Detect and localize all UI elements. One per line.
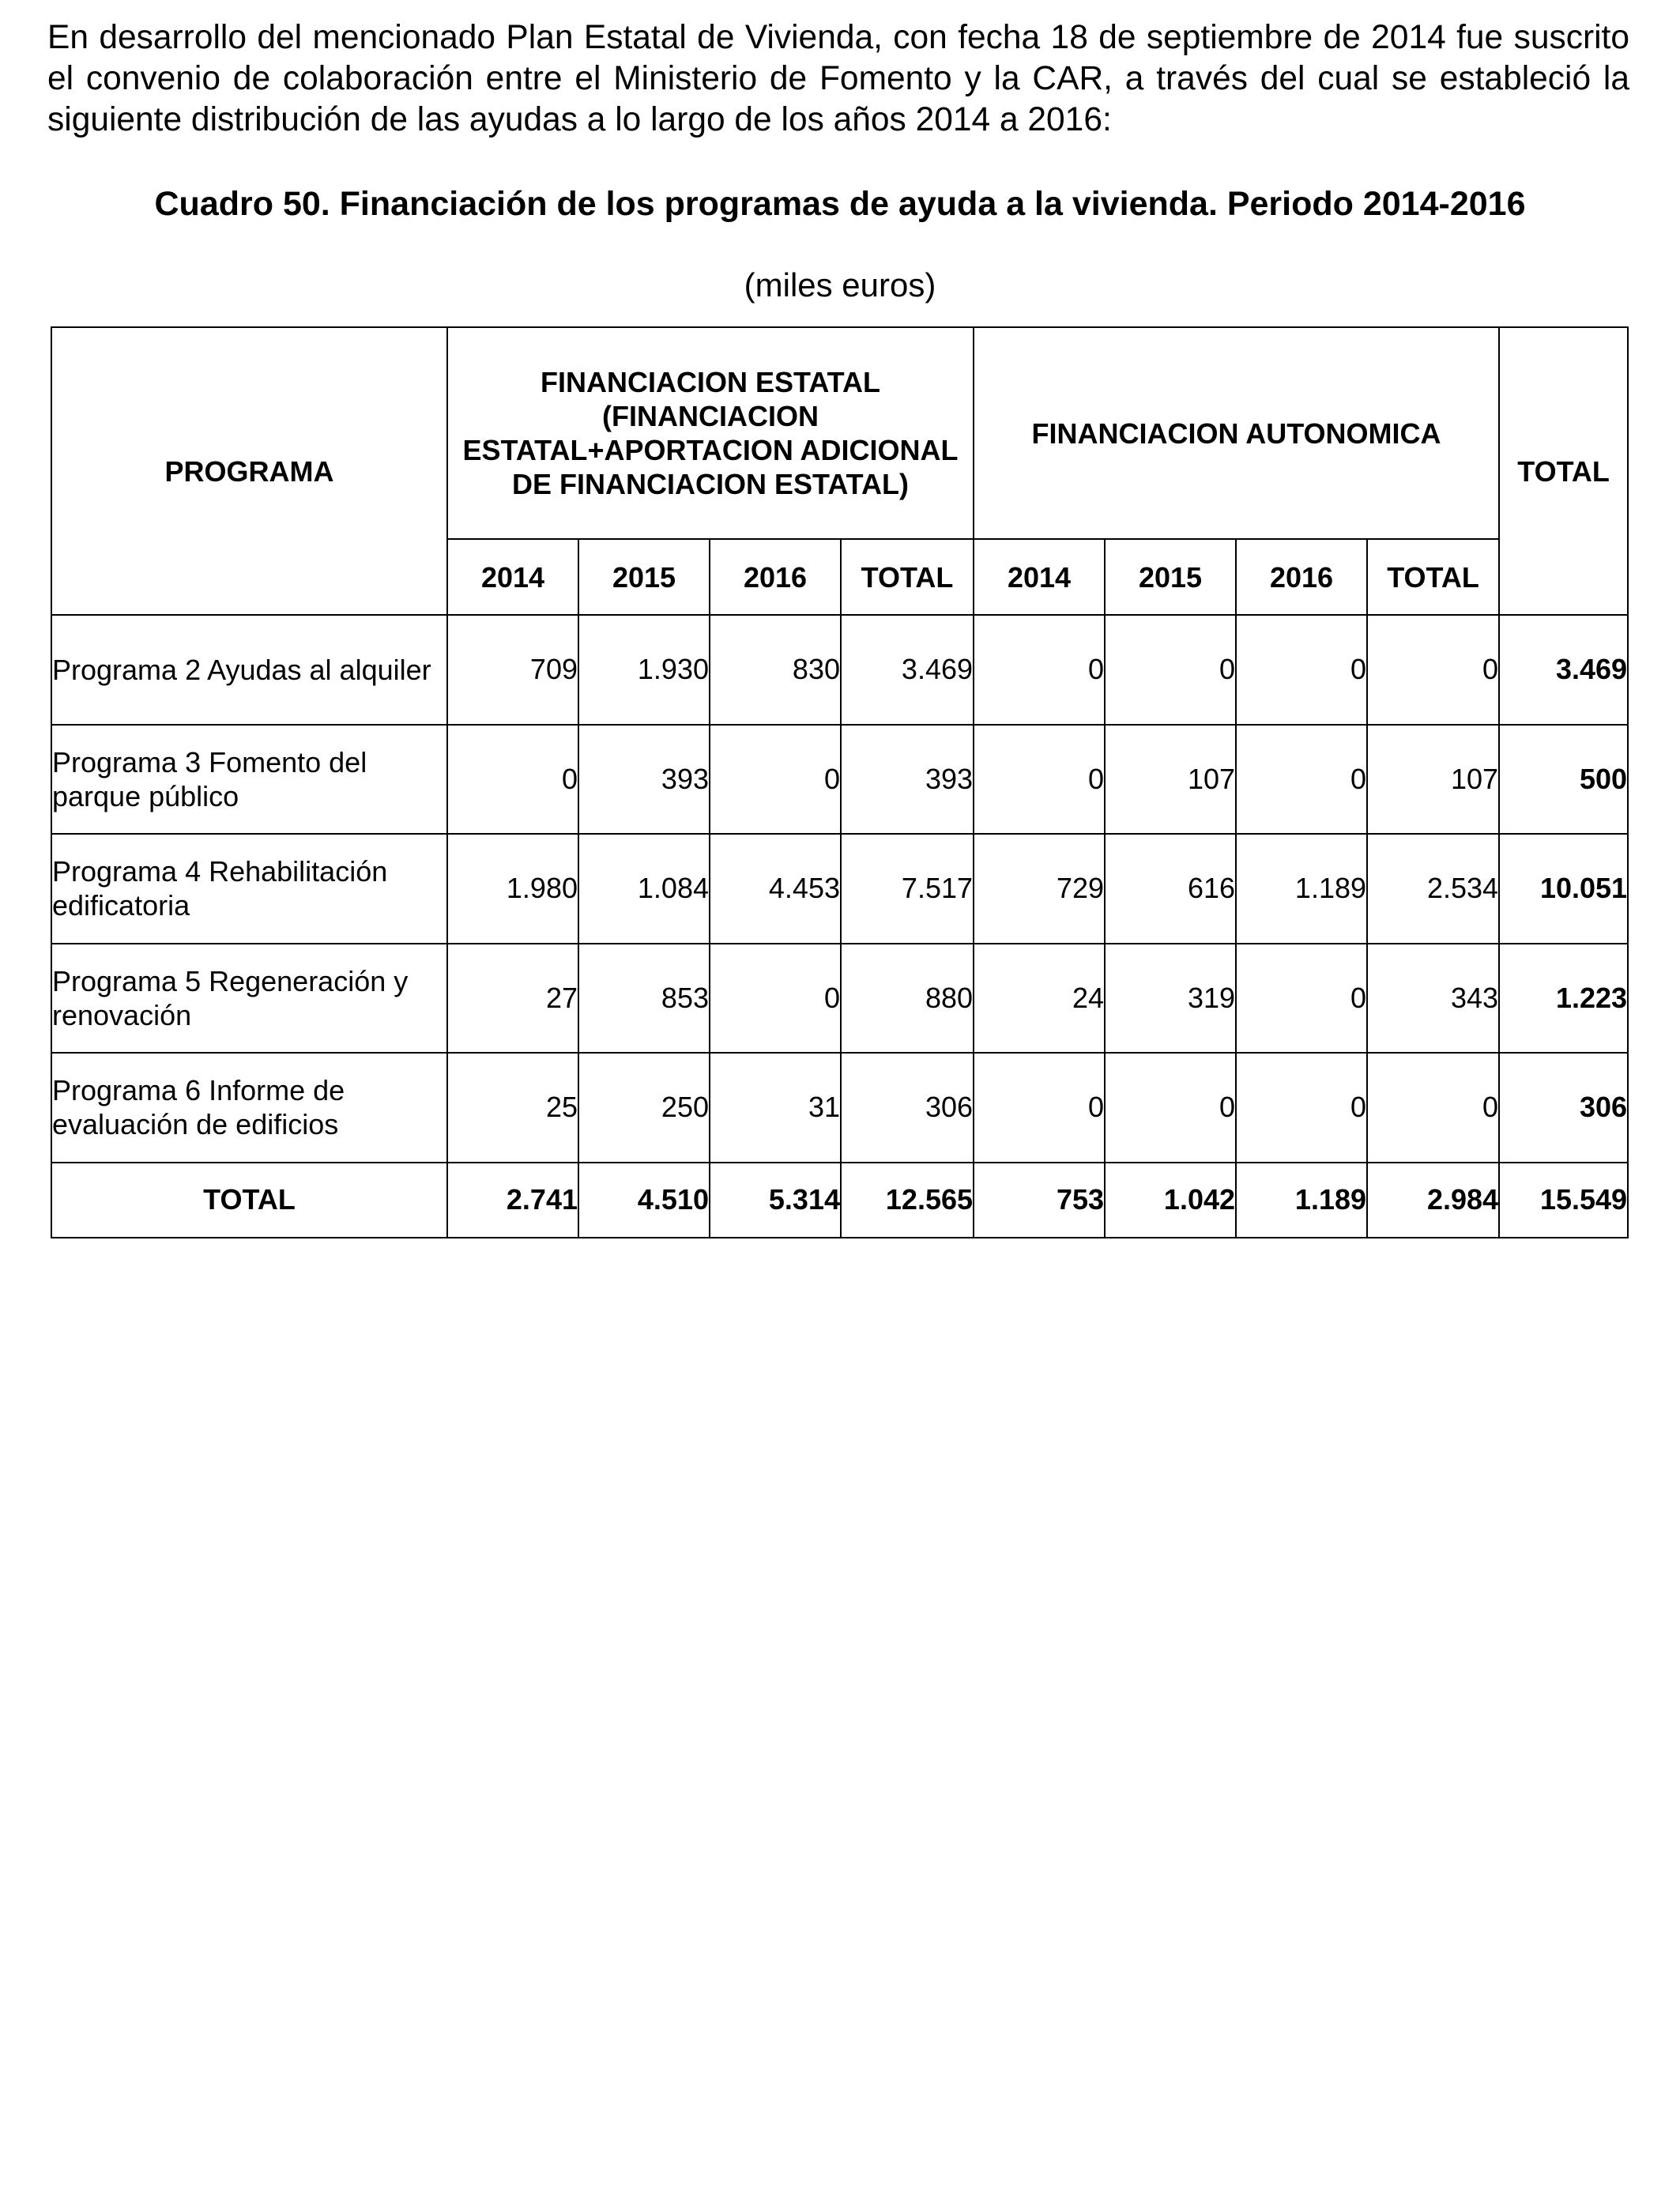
- cell-estatal-total: 393: [841, 725, 974, 835]
- cell-estatal-2015: 1.930: [578, 615, 710, 725]
- table-units: (miles euros): [744, 266, 936, 303]
- total-estatal-2014: 2.741: [447, 1163, 578, 1238]
- cell-autonomica-2014: 0: [974, 615, 1105, 725]
- cell-estatal-2015: 393: [578, 725, 710, 835]
- cell-autonomica-2014: 729: [974, 834, 1105, 944]
- cell-autonomica-2016: 1.189: [1236, 834, 1367, 944]
- table-row-programa-2: [51, 615, 1628, 725]
- cell-autonomica-total: 343: [1367, 944, 1499, 1054]
- cell-estatal-2015: 250: [578, 1053, 710, 1163]
- cell-estatal-2016: 0: [710, 944, 841, 1054]
- total-row-label: TOTAL: [51, 1163, 447, 1238]
- total-autonomica-total: 2.984: [1367, 1163, 1499, 1238]
- cell-autonomica-total: 107: [1367, 725, 1499, 835]
- row-label: Programa 2 Ayudas al alquiler: [51, 615, 447, 725]
- header-row-groups: [51, 327, 1628, 539]
- header-autonomica-2014: 2014: [974, 539, 1105, 615]
- table-row-programa-5: [51, 944, 1628, 1054]
- table-row-programa-4: [51, 834, 1628, 944]
- table-row-programa-6: [51, 1053, 1628, 1163]
- cell-row-total: 500: [1499, 725, 1628, 835]
- table-row-programa-3: [51, 725, 1628, 835]
- total-autonomica-2015: 1.042: [1105, 1163, 1236, 1238]
- cell-autonomica-2016: 0: [1236, 725, 1367, 835]
- cell-estatal-2016: 830: [710, 615, 841, 725]
- cell-estatal-total: 306: [841, 1053, 974, 1163]
- cell-estatal-2015: 1.084: [578, 834, 710, 944]
- cell-autonomica-2016: 0: [1236, 1053, 1367, 1163]
- header-total: TOTAL: [1499, 327, 1628, 615]
- cell-autonomica-2014: 24: [974, 944, 1105, 1054]
- grand-total: 15.549: [1499, 1163, 1628, 1238]
- cell-estatal-2015: 853: [578, 944, 710, 1054]
- table-row-total: [51, 1163, 1628, 1238]
- cell-autonomica-2014: 0: [974, 1053, 1105, 1163]
- row-label: Programa 4 Rehabilitación edificatoria: [51, 834, 447, 944]
- header-programa: PROGRAMA: [51, 327, 447, 615]
- header-estatal-2015: 2015: [578, 539, 710, 615]
- cell-estatal-2016: 31: [710, 1053, 841, 1163]
- intro-paragraph: En desarrollo del mencionado Plan Estatal de Vivienda, con fecha 18 de septiembre de 2014 fue suscrito el convenio de colaboración entre el Ministerio de Fomento y la CAR, a través del cual se estableció la siguiente distribución de las ayudas a lo largo de los años 2014 a 2016:: [47, 19, 1629, 138]
- header-estatal-2016: 2016: [710, 539, 841, 615]
- cell-autonomica-2015: 107: [1105, 725, 1236, 835]
- cell-estatal-2016: 4.453: [710, 834, 841, 944]
- cell-row-total: 1.223: [1499, 944, 1628, 1054]
- row-label: Programa 6 Informe de evaluación de edificios: [51, 1053, 447, 1163]
- cell-estatal-total: 7.517: [841, 834, 974, 944]
- total-autonomica-2016: 1.189: [1236, 1163, 1367, 1238]
- header-financiacion-autonomica: FINANCIACION AUTONOMICA: [974, 327, 1499, 539]
- header-autonomica-2015: 2015: [1105, 539, 1236, 615]
- cell-autonomica-2015: 0: [1105, 615, 1236, 725]
- cell-estatal-2014: 1.980: [447, 834, 578, 944]
- cell-row-total: 3.469: [1499, 615, 1628, 725]
- cell-autonomica-total: 0: [1367, 1053, 1499, 1163]
- table-title: Cuadro 50. Financiación de los programas de ayuda a la vivienda. Periodo 2014-2016: [154, 185, 1526, 223]
- cell-estatal-2014: 25: [447, 1053, 578, 1163]
- financing-table: [51, 326, 1629, 1238]
- total-estatal-total: 12.565: [841, 1163, 974, 1238]
- header-estatal-2014: 2014: [447, 539, 578, 615]
- cell-autonomica-2015: 0: [1105, 1053, 1236, 1163]
- cell-autonomica-2014: 0: [974, 725, 1105, 835]
- cell-autonomica-2015: 319: [1105, 944, 1236, 1054]
- cell-autonomica-total: 0: [1367, 615, 1499, 725]
- cell-estatal-2014: 709: [447, 615, 578, 725]
- total-estatal-2016: 5.314: [710, 1163, 841, 1238]
- header-estatal-total: TOTAL: [841, 539, 974, 615]
- cell-autonomica-2016: 0: [1236, 944, 1367, 1054]
- cell-autonomica-2016: 0: [1236, 615, 1367, 725]
- cell-autonomica-2015: 616: [1105, 834, 1236, 944]
- header-financiacion-estatal: FINANCIACION ESTATAL (FINANCIACION ESTATAL+APORTACION ADICIONAL DE FINANCIACION ESTATAL): [447, 327, 974, 539]
- cell-estatal-total: 880: [841, 944, 974, 1054]
- cell-estatal-total: 3.469: [841, 615, 974, 725]
- row-label: Programa 5 Regeneración y renovación: [51, 944, 447, 1054]
- cell-estatal-2016: 0: [710, 725, 841, 835]
- cell-estatal-2014: 27: [447, 944, 578, 1054]
- cell-row-total: 306: [1499, 1053, 1628, 1163]
- total-estatal-2015: 4.510: [578, 1163, 710, 1238]
- cell-estatal-2014: 0: [447, 725, 578, 835]
- row-label: Programa 3 Fomento del parque público: [51, 725, 447, 835]
- total-autonomica-2014: 753: [974, 1163, 1105, 1238]
- cell-autonomica-total: 2.534: [1367, 834, 1499, 944]
- header-autonomica-total: TOTAL: [1367, 539, 1499, 615]
- cell-row-total: 10.051: [1499, 834, 1628, 944]
- header-autonomica-2016: 2016: [1236, 539, 1367, 615]
